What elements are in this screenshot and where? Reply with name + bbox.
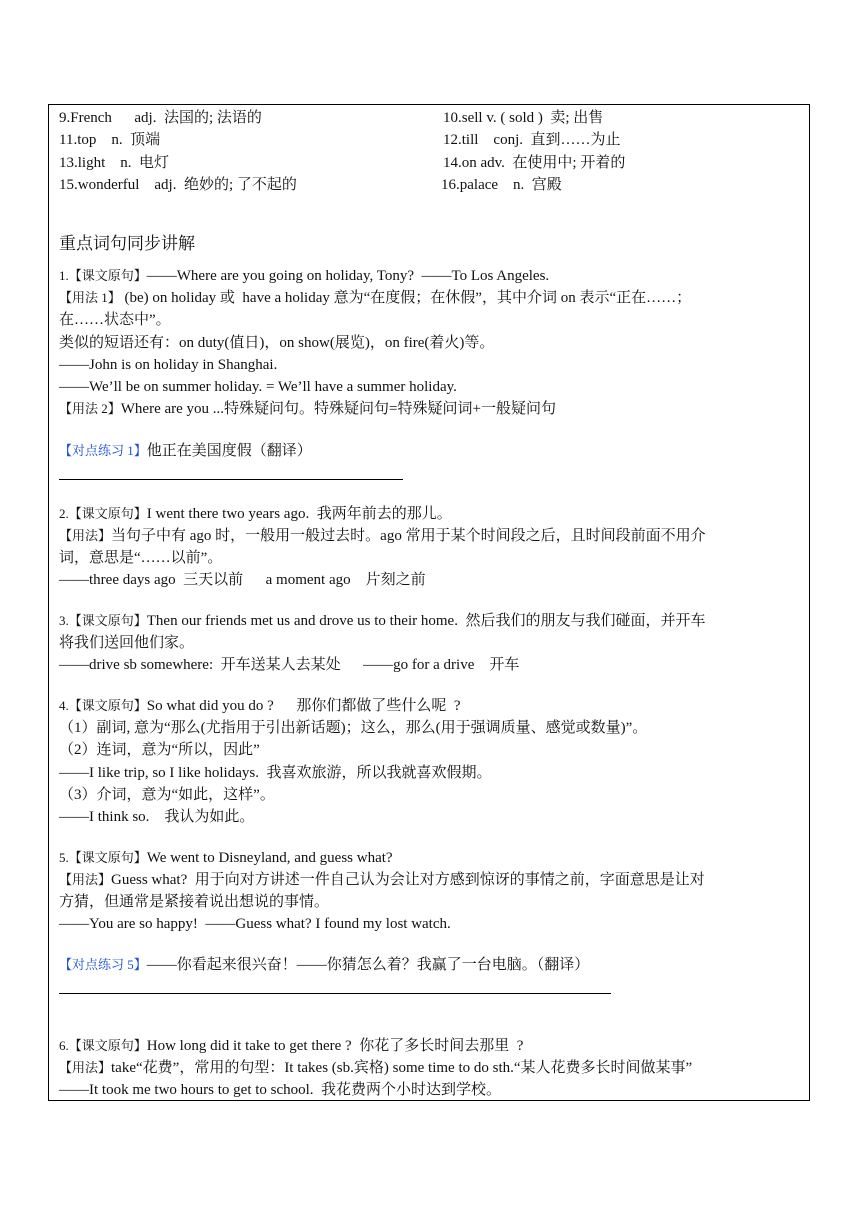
point-4-line-1: （1）副词, 意为“那么(尤指用于引出新话题)；这么，那么(用于强调质量、感觉或数量)”。 — [59, 720, 648, 736]
point-2-usage-cont: 词，意思是“……以前”。 — [59, 550, 223, 566]
vocab-item: 16.palace n. 宫殿 — [441, 177, 562, 193]
point-6-original: 6.【课文原句】How long did it take to get there ? 你花了多长时间去那里 ? — [59, 1038, 524, 1054]
vocab-item: 11.top n. 顶端 — [59, 132, 161, 148]
point-4-line-2: （2）连词，意为“所以，因此” — [59, 742, 260, 758]
point-3-cont: 将我们送回他们家。 — [59, 635, 195, 651]
point-1-usage-2: 【用法 2】Where are you ...特殊疑问句。特殊疑问句=特殊疑问词+一般疑问句 — [59, 401, 556, 417]
point-5-original: 5.【课文原句】We went to Disneyland, and guess what? — [59, 850, 393, 866]
practice-5: 【对点练习 5】——你看起来很兴奋！——你猜怎么着？我赢了一台电脑。（翻译） — [59, 957, 590, 973]
vocab-item: 14.on adv. 在使用中; 开着的 — [443, 155, 626, 171]
practice-1: 【对点练习 1】他正在美国度假（翻译） — [59, 443, 312, 459]
point-4-original: 4.【课文原句】So what did you do ? 那你们都做了些什么呢 ? — [59, 698, 461, 714]
section-title: 重点词句同步讲解 — [59, 234, 195, 253]
point-2-example: ——three days ago 三天以前 a moment ago 片刻之前 — [59, 572, 426, 588]
point-4-line-5: ——I think so. 我认为如此。 — [59, 809, 255, 825]
point-5-example: ——You are so happy! ——Guess what? I found my lost watch. — [59, 916, 451, 932]
point-1-usage-1: 【用法 1】 (be) on holiday 或 have a holiday 意为“在度假；在休假”，其中介词 on 表示“正在……； — [59, 290, 692, 306]
point-4-line-4: （3）介词，意为“如此，这样”。 — [59, 787, 275, 803]
point-6-usage: 【用法】take“花费”，常用的句型：It takes (sb.宾格) some time to do sth.“某人花费多长时间做某事” — [59, 1060, 693, 1076]
point-1-example: ——We’ll be on summer holiday. = We’ll have a summer holiday. — [59, 379, 457, 395]
point-1-original: 1.【课文原句】——Where are you going on holiday, Tony? ——To Los Angeles. — [59, 268, 550, 284]
point-2-usage: 【用法】当句子中有 ago 时，一般用一般过去时。ago 常用于某个时间段之后，且时间段前面不用介 — [59, 528, 706, 544]
point-3-example: ——drive sb somewhere: 开车送某人去某处 ——go for a drive 开车 — [59, 657, 520, 673]
point-5-usage: 【用法】Guess what? 用于向对方讲述一件自己认为会让对方感到惊讶的事情之前，字面意思是让对 — [59, 872, 705, 888]
answer-line[interactable] — [59, 993, 611, 994]
point-1-example: ——John is on holiday in Shanghai. — [59, 357, 278, 373]
point-1-usage-1-cont: 在……状态中”。 — [59, 312, 171, 328]
vocab-item: 12.till conj. 直到……为止 — [443, 132, 621, 148]
point-2-original: 2.【课文原句】I went there two years ago. 我两年前去的那儿。 — [59, 506, 452, 522]
point-5-usage-cont: 方猜，但通常是紧接着说出想说的事情。 — [59, 894, 330, 910]
vocab-item: 10.sell v. ( sold ) 卖; 出售 — [443, 110, 604, 126]
vocab-item: 9.French adj. 法国的; 法语的 — [59, 110, 262, 126]
point-4-line-3: ——I like trip, so I like holidays. 我喜欢旅游，所以我就喜欢假期。 — [59, 765, 492, 781]
answer-line[interactable] — [59, 479, 403, 480]
point-6-example: ——It took me two hours to get to school. 我花费两个小时达到学校。 — [59, 1082, 502, 1098]
point-3-original: 3.【课文原句】Then our friends met us and drove us to their home. 然后我们的朋友与我们碰面，并开车 — [59, 613, 706, 629]
vocab-item: 13.light n. 电灯 — [59, 155, 170, 171]
point-1-similar: 类似的短语还有：on duty(值日)，on show(展览)，on fire(着火)等。 — [59, 335, 495, 351]
vocab-item: 15.wonderful adj. 绝妙的; 了不起的 — [59, 177, 297, 193]
